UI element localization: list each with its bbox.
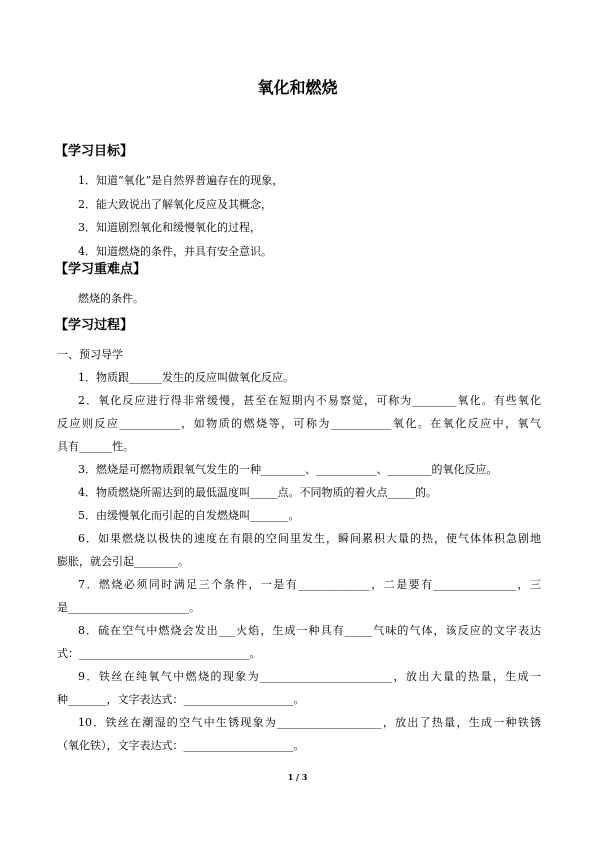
section-heading: 一、预习导学 [57,347,123,361]
exercise-line: 10．铁丝在潮湿的空气中生锈现象为___________________，放出了热量，生成一种铁锈 [78,715,541,729]
goal-item: 2．能大致说出了解氧化反应及其概念， [78,197,272,211]
key-points-text: 燃烧的条件。 [78,292,144,305]
exercise-line: 反应则反应___________，如物质的燃烧等，可称为___________氧化。在氧化反应中，氧气 [57,416,541,430]
exercise-item [57,504,541,527]
goals-list [78,169,538,264]
exercise-list [57,343,541,757]
exercise-line: 5．由缓慢氧化而引起的自发燃烧叫_______。 [78,508,300,522]
exercise-item [57,665,541,711]
exercise-line: （氧化铁），文字表达式：____________________。 [57,738,305,752]
exercise-item [57,573,541,619]
exercise-line: 6．如果燃烧以极快的速度在有限的空间里发生，瞬间累积大量的热，使气体体积急剧地 [78,531,541,545]
process-heading: 【学习过程】 [55,318,134,333]
exercise-line: 种_______，文字表达式：____________________。 [57,692,305,706]
exercise-item [57,619,541,665]
exercise-item [57,366,541,389]
document-title: 氧化和燃烧 [257,78,338,97]
exercise-line: 膨胀，就会引起________。 [57,554,189,568]
exercise-line: 具有______性。 [57,439,134,453]
exercise-item [57,458,541,481]
exercise-line: 8．硫在空气中燃烧会发出___火焰，生成一种具有_____气味的气体，该反应的文字表达 [78,623,541,637]
exercise-line: 3．燃烧是可燃物质跟氧气发生的一种________、___________、________的氧化反应。 [78,462,498,476]
goal-item: 1．知道“氧化”是自然界普遍存在的现象， [78,174,284,187]
exercise-line: 是______________________。 [57,600,200,614]
goals-heading: 【学习目标】 [55,144,134,159]
exercise-item [57,527,541,573]
key-points-heading: 【学习重难点】 [55,262,147,277]
exercise-line: 9．铁丝在纯氧气中燃烧的现象为________________________，放出大量的热量，生成一 [78,669,541,683]
exercise-line: 1．物质跟______发生的反应叫做氧化反应。 [78,370,294,384]
exercise-line: 4．物质燃烧所需达到的最低温度叫_____点。不同物质的着火点_____的。 [78,485,437,499]
exercise-item [57,389,541,458]
goal-item: 4．知道燃烧的条件，并具有安全意识。 [78,245,272,259]
goal-item: 3．知道剧烈氧化和缓慢氧化的过程， [78,221,261,235]
exercise-line: 2．氧化反应进行得非常缓慢，甚至在短期内不易察觉，可称为________氧化。有些氧化 [78,393,541,407]
page-number: 1 / 3 [287,772,308,782]
exercise-item [57,711,541,757]
exercise-line: 式：_______________________________。 [57,646,261,660]
exercise-line: 7．燃烧必须同时满足三个条件，一是有_____________，二是要有_______________，三 [78,577,541,591]
exercise-item [57,481,541,504]
